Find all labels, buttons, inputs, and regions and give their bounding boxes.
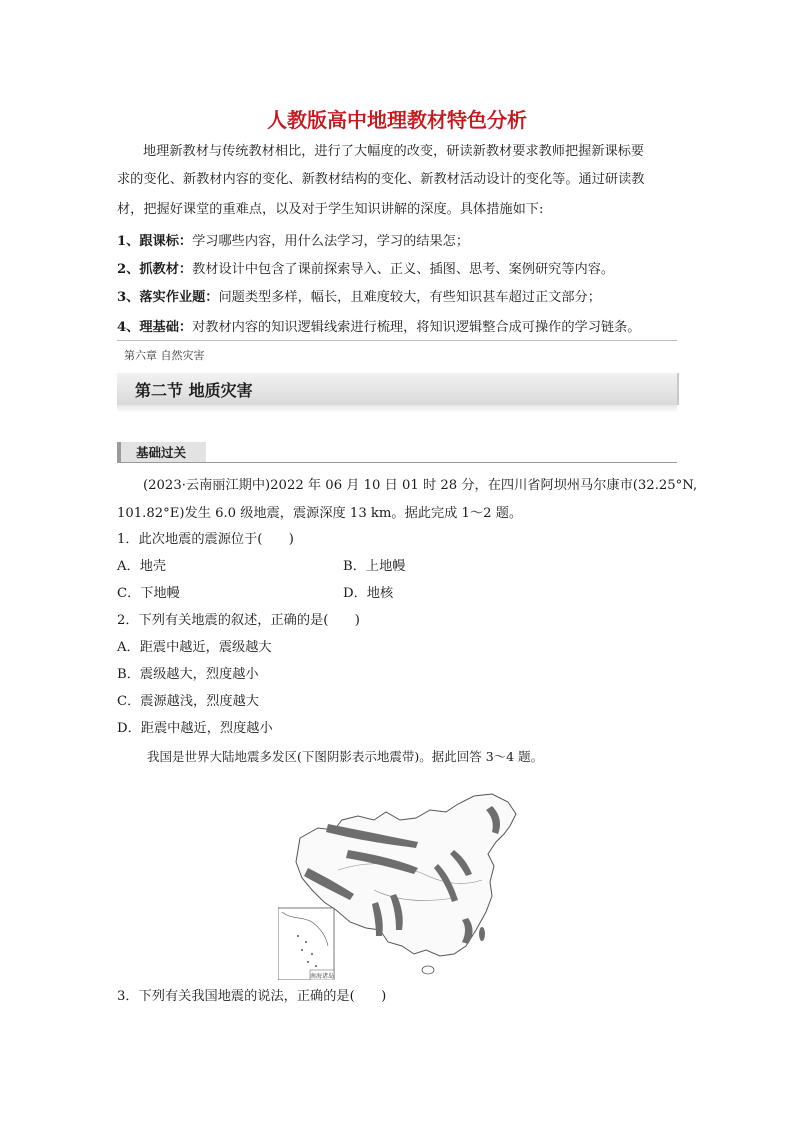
measure-text: 问题类型多样，幅长，且难度较大，有些知识甚车超过正文部分； <box>218 290 601 305</box>
measure-3 <box>117 284 687 312</box>
chapter-label: 第六章 自然灾害 <box>124 349 205 362</box>
measure-4 <box>117 314 687 342</box>
q2-option-c[interactable]: C．震源越浅，烈度越大 <box>117 694 259 709</box>
question-3-stem: 3．下列有关我国地震的说法，正确的是( ) <box>117 989 387 1004</box>
measure-label: 2、抓教材： <box>117 262 193 277</box>
measure-label: 4、理基础： <box>117 320 193 335</box>
south-sea-inset <box>278 908 334 980</box>
section-bar <box>117 373 679 405</box>
practice-tag-label: 基础过关 <box>136 445 187 460</box>
question-1-stem: 1．此次地震的震源位于( ) <box>117 532 294 547</box>
measure-1 <box>117 228 687 256</box>
hainan-island <box>422 966 434 974</box>
context-line-1: (2023·云南丽江期中)2022 年 06 月 10 日 01 时 28 分，在四川省阿坝州马尔康市(32.25°N, <box>143 478 698 493</box>
chapter-header <box>117 340 677 413</box>
question-2-stem: 2．下列有关地震的叙述，正确的是( ) <box>117 613 360 628</box>
intro-line-1: 地理新教材与传统教材相比，进行了大幅度的改变，研读新教材要求教师把握新课标要 <box>143 144 645 159</box>
context-2: 我国是世界大陆地震多发区(下图阴影表示地震带)。据此回答 3～4 题。 <box>147 749 544 764</box>
taiwan-zone <box>479 927 485 941</box>
intro-line-2: 求的变化、新教材内容的变化、新教材结构的变化、新教材活动设计的变化等。通过研读教 <box>117 172 645 187</box>
measure-label: 1、跟课标： <box>117 234 193 249</box>
q1-option-b[interactable]: B．上地幔 <box>343 559 406 574</box>
practice-divider <box>117 462 677 463</box>
q1-option-a[interactable]: A．地壳 <box>117 559 167 574</box>
practice-tag <box>117 442 206 462</box>
q2-option-d[interactable]: D．距震中越近，烈度越小 <box>117 721 273 736</box>
measure-text: 学习哪些内容，用什么法学习，学习的结果怎； <box>192 234 470 249</box>
page-title: 人教版高中地理教材特色分析 <box>267 108 527 132</box>
section-shadow <box>117 405 677 413</box>
measure-2 <box>117 256 687 284</box>
context-line-2: 101.82°E)发生 6.0 级地震，震源深度 13 km。据此完成 1～2 题。 <box>117 506 523 521</box>
measure-text: 对教材内容的知识逻辑线索进行梳理，将知识逻辑整合成可操作的学习链条。 <box>192 320 641 335</box>
q2-option-b[interactable]: B．震级越大，烈度越小 <box>117 667 259 682</box>
inset-label: 南海诸岛 <box>309 973 335 980</box>
measure-text: 教材设计中包含了课前探索导入、正义、插图、思考、案例研究等内容。 <box>192 262 615 277</box>
q1-option-d[interactable]: D．地核 <box>343 586 394 601</box>
intro-line-3: 材，把握好课堂的重难点，以及对于学生知识讲解的深度。具体措施如下: <box>117 202 544 217</box>
section-title: 第二节 地质灾害 <box>135 381 253 400</box>
q1-option-c[interactable]: C．下地幔 <box>117 586 180 601</box>
china-seismic-map <box>278 790 528 980</box>
q2-option-a[interactable]: A．距震中越近，震级越大 <box>117 640 272 655</box>
measure-label: 3、落实作业题： <box>117 290 219 305</box>
